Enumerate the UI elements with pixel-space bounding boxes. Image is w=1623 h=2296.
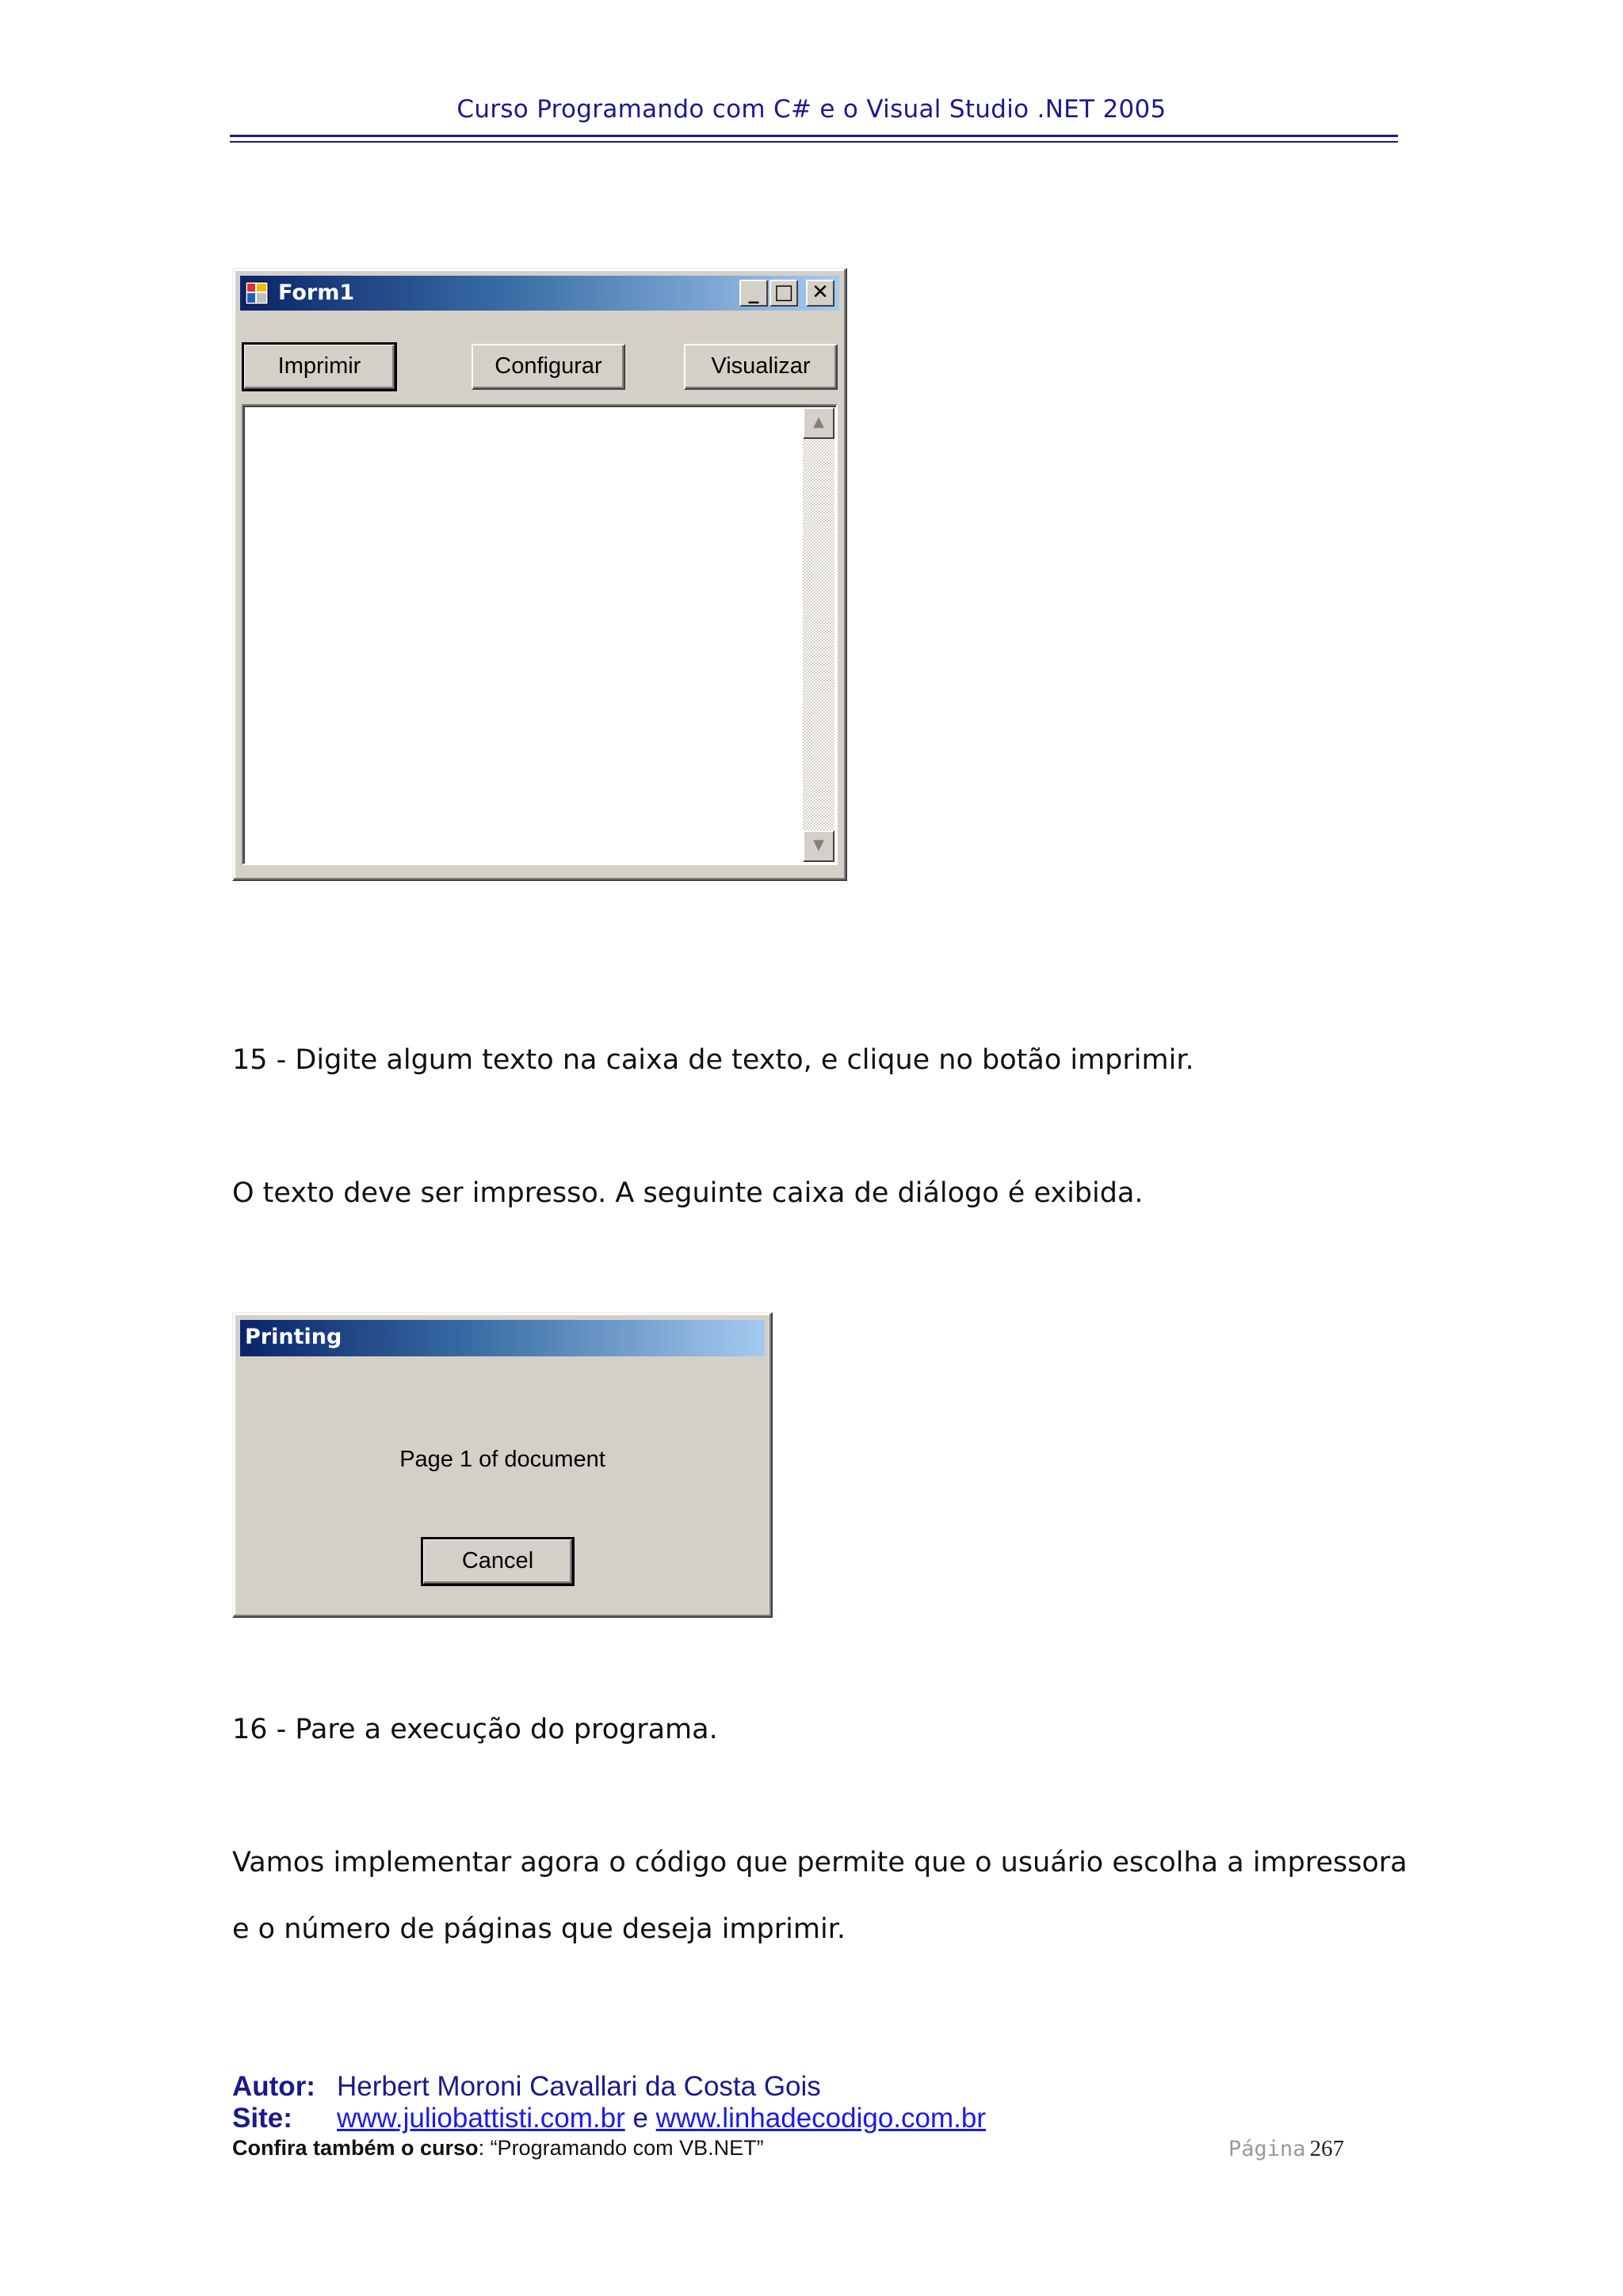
scroll-up-icon: ▲	[813, 414, 824, 430]
scroll-up-button[interactable]	[803, 407, 834, 439]
step-15-text: 15 - Digite algum texto na caixa de texto, e clique no botão imprimir.	[232, 1044, 1194, 1076]
form1-window	[232, 268, 847, 881]
scroll-down-icon: ▼	[813, 837, 824, 853]
close-icon: ✕	[812, 280, 829, 304]
site-links	[337, 2103, 986, 2134]
scroll-down-button[interactable]	[803, 830, 834, 862]
cancel-button[interactable]: Cancel	[422, 1539, 573, 1585]
printing-titlebar[interactable]	[240, 1320, 765, 1356]
footer-page-number	[1228, 2136, 1344, 2162]
imprimir-button[interactable]: Imprimir	[243, 344, 395, 390]
site-label: Site:	[232, 2103, 292, 2134]
footer-site	[232, 2103, 986, 2134]
implement-text-line-1: Vamos implementar agora o código que permite que o usuário escolha a impressora	[232, 1847, 1407, 1878]
maximize-button[interactable]	[769, 280, 798, 307]
minimize-icon: _	[748, 280, 759, 304]
minimize-button[interactable]	[739, 280, 768, 307]
site-link-juliobattisti[interactable]: www.juliobattisti.com.br	[337, 2103, 625, 2134]
confira-course: : “Programando com VB.NET”	[478, 2136, 764, 2160]
step-16-text: 16 - Pare a execução do programa.	[232, 1714, 718, 1745]
form-app-icon	[245, 281, 269, 305]
printing-status-message: Page 1 of document	[399, 1447, 605, 1472]
footer-author	[232, 2071, 821, 2103]
visualizar-button[interactable]: Visualizar	[684, 344, 838, 390]
close-button[interactable]	[806, 280, 834, 307]
confira-label: Confira também o curso	[232, 2136, 479, 2160]
vertical-scrollbar[interactable]	[803, 407, 834, 862]
configurar-button[interactable]: Configurar	[472, 344, 625, 390]
page-number: 267	[1309, 2136, 1345, 2161]
site-separator: e	[632, 2103, 648, 2134]
form1-titlebar[interactable]	[240, 276, 839, 311]
author-name: Herbert Moroni Cavallari da Costa Gois	[337, 2071, 821, 2102]
printing-title: Printing	[245, 1325, 342, 1349]
page-header-title: Curso Programando com C# e o Visual Studio .NET 2005	[456, 95, 1167, 124]
header-divider-secondary	[230, 141, 1398, 143]
maximize-icon: □	[773, 280, 794, 304]
header-divider	[230, 135, 1398, 137]
text-input-area[interactable]	[242, 404, 838, 865]
printed-text: O texto deve ser impresso. A seguinte caixa de diálogo é exibida.	[232, 1177, 1144, 1209]
footer-confira	[232, 2136, 764, 2161]
implement-text-line-2: e o número de páginas que deseja imprimir.	[232, 1913, 846, 1945]
page-label: Página	[1228, 2137, 1306, 2161]
site-link-linhadecodigo[interactable]: www.linhadecodigo.com.br	[655, 2103, 986, 2134]
author-label: Autor:	[232, 2071, 315, 2102]
form1-title: Form1	[278, 280, 355, 305]
printing-dialog	[232, 1312, 773, 1618]
